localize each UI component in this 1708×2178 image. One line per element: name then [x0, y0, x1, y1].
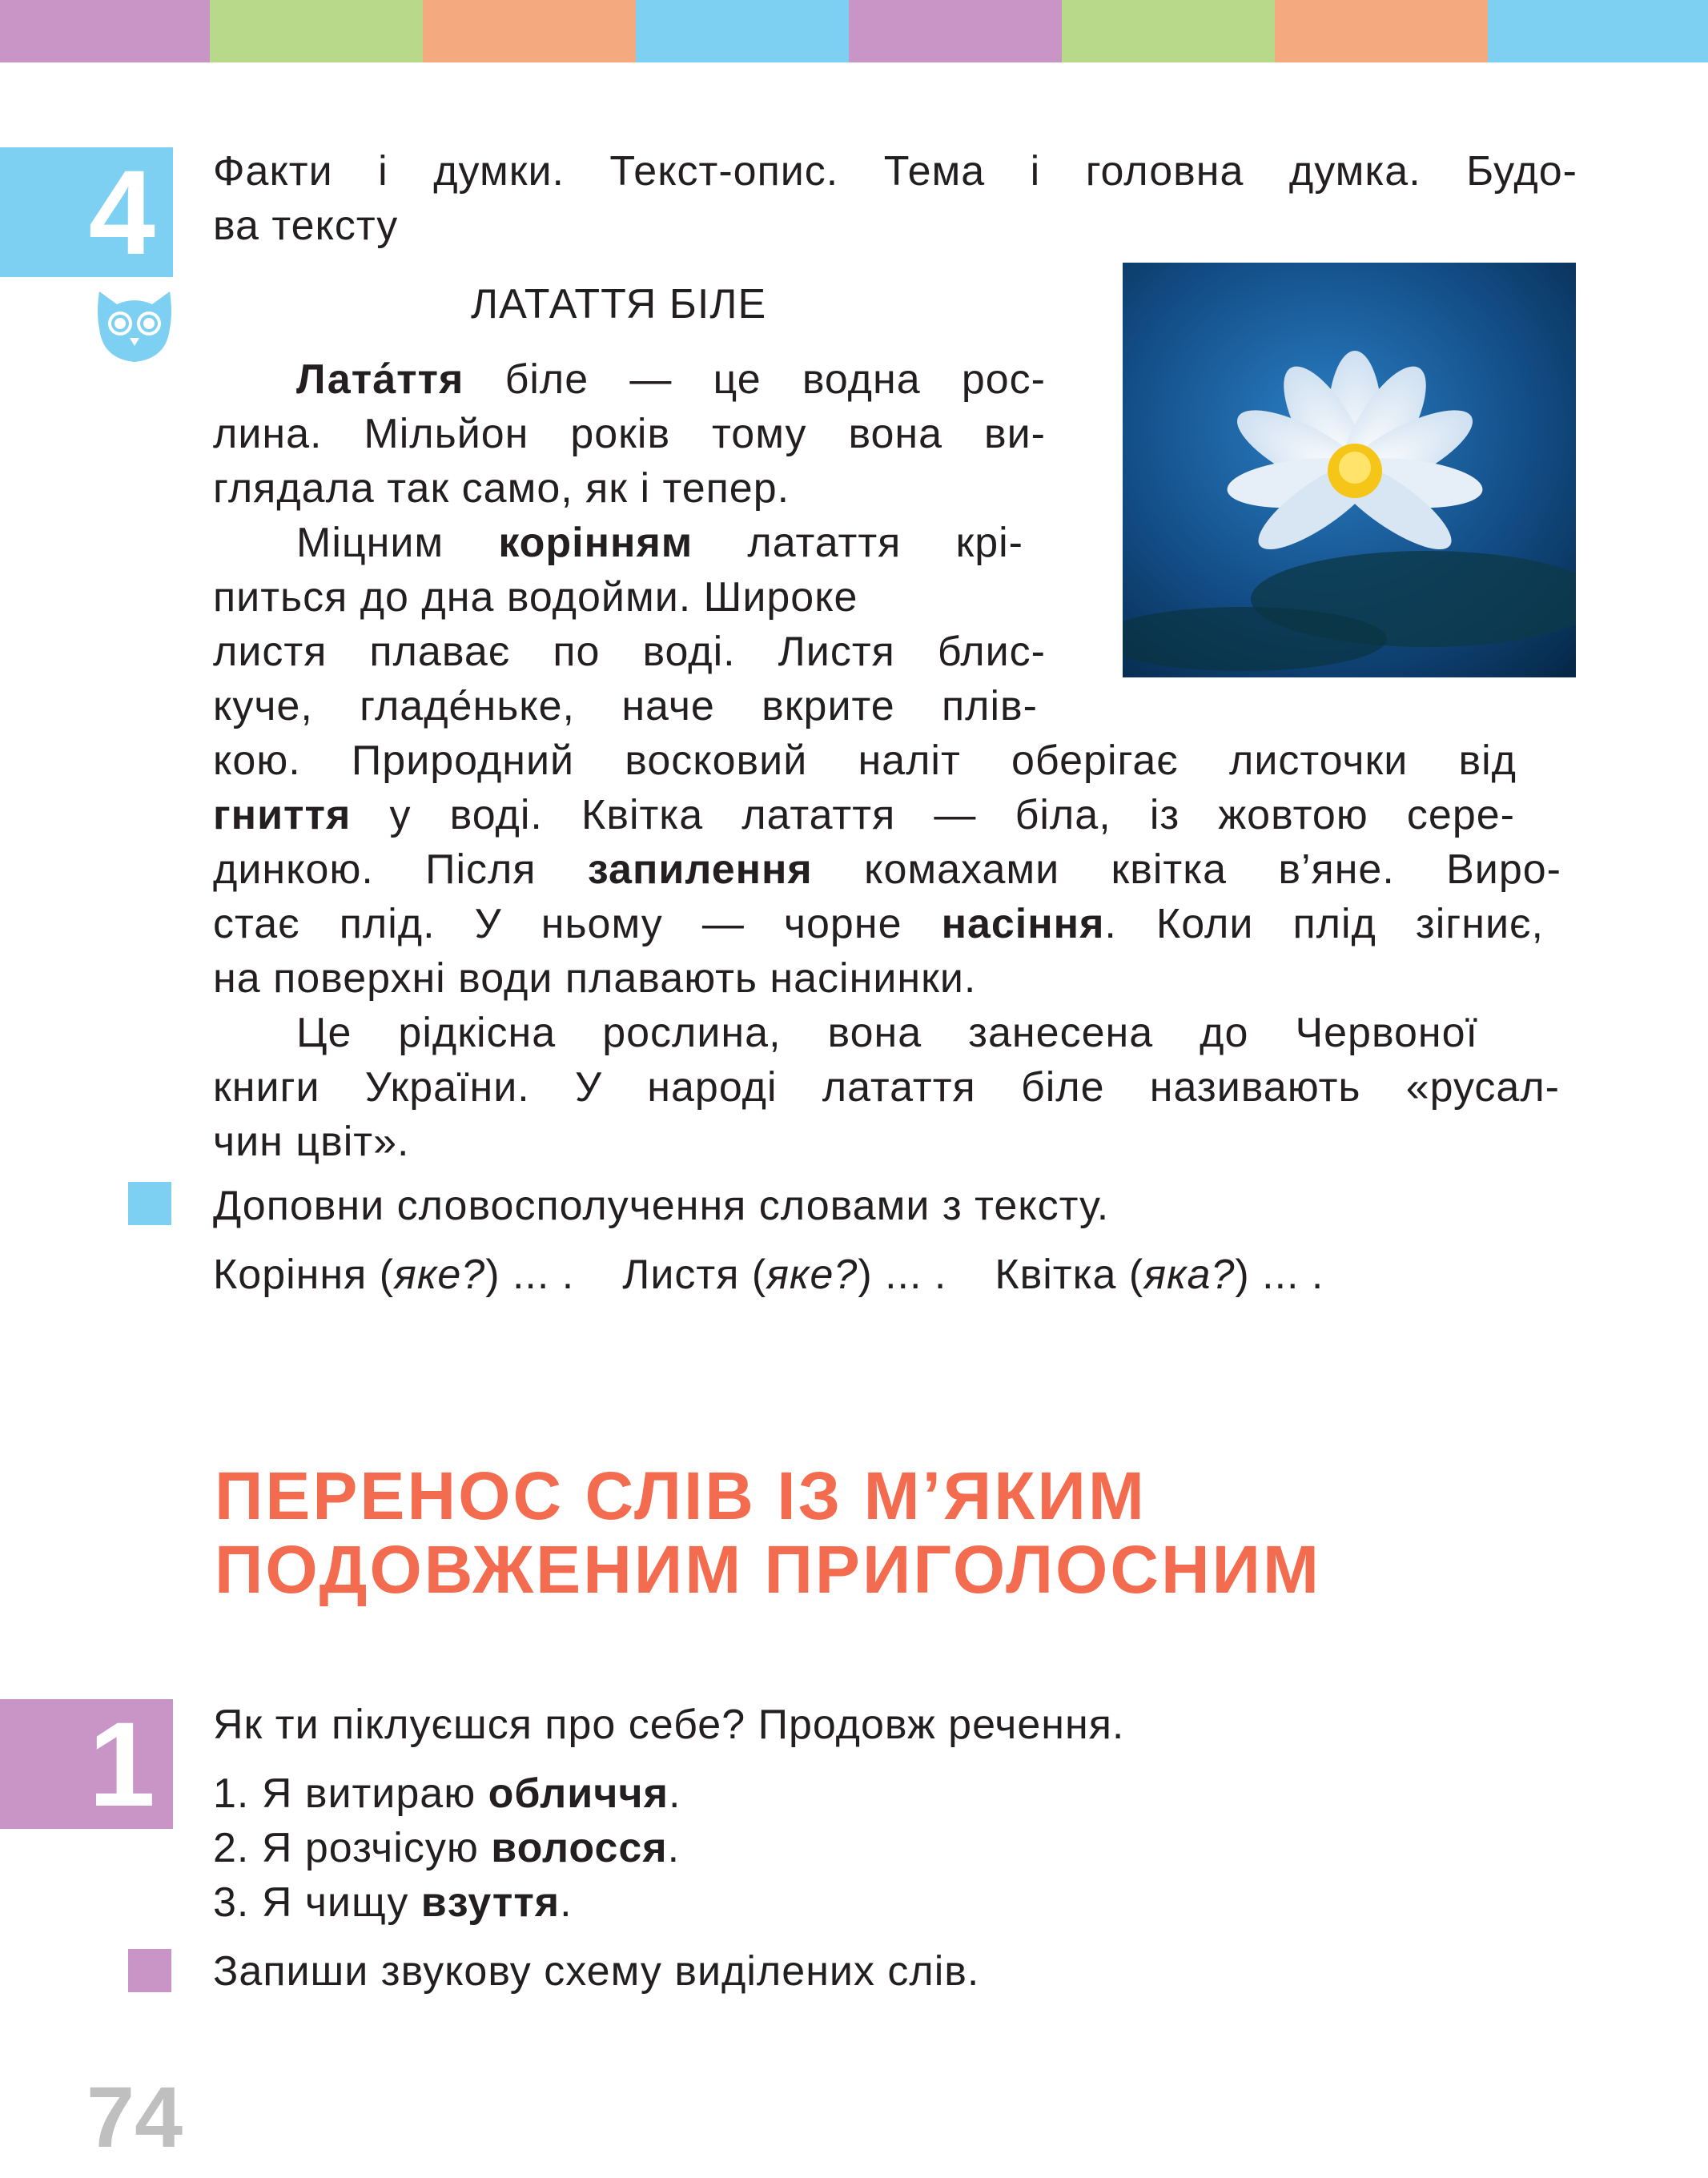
highlighted-word: обличчя [488, 1770, 669, 1817]
fill-item: Листя (яке?) ... . [622, 1252, 947, 1298]
text-line: гниття у воді. Квітка латаття — біла, із жовтою сере- [213, 792, 1515, 838]
list-item: 2. Я розчісую волосся. [213, 1825, 681, 1871]
owl-icon [93, 288, 176, 365]
text-line: стає плід. У ньому — чорне насіння. Коли плід зігниє, [213, 901, 1545, 947]
page-number: 74 [86, 2068, 183, 2165]
task-marker [128, 1949, 171, 1992]
text-title: ЛАТАТТЯ БІЛЕ [471, 281, 767, 328]
task-instruction: Доповни словосполучення словами з тексту. [213, 1183, 1110, 1229]
stripe-segment [210, 0, 423, 62]
stripe-segment [1488, 0, 1708, 62]
exercise-number-tab [0, 1699, 173, 1829]
stripe-segment [0, 0, 210, 62]
fill-in-line [213, 1248, 1574, 1302]
section-title: ПЕРЕНОС СЛІВ ІЗ М’ЯКИМ ПОДОВЖЕНИМ ПРИГОЛОСНИМ [215, 1458, 1322, 1607]
exercise-instruction: Як ти піклуєшся про себе? Продовж речення. [213, 1702, 1125, 1748]
exercise-number: 4 [88, 145, 155, 279]
highlighted-word: волосся [491, 1825, 668, 1871]
exercise-number: 1 [88, 1697, 155, 1831]
exercise-instruction-cont: ва тексту [213, 203, 399, 249]
text-line: питься до дна водойми. Широке [213, 574, 858, 621]
stripe-segment [1275, 0, 1488, 62]
text-line: на поверхні води плавають насінинки. [213, 955, 977, 1002]
text-line: динкою. Після запилення комахами квітка в’яне. Виро- [213, 846, 1561, 893]
fill-item: Коріння (яке?) ... . [213, 1252, 575, 1298]
task-instruction: Запиши звукову схему виділених слів. [213, 1948, 980, 1995]
list-item: 3. Я чищу взуття. [213, 1879, 573, 1926]
text-line: Міцним корінням латаття крі- [296, 520, 1023, 566]
stripe-segment [849, 0, 1062, 62]
highlighted-word: запилення [587, 846, 813, 893]
highlighted-word: корінням [498, 520, 693, 566]
text-line: лина. Мільйон років тому вона ви- [213, 411, 1046, 457]
fill-item: Квітка (яка?) ... . [995, 1252, 1324, 1298]
stripe-segment [1062, 0, 1275, 62]
text-line: чин цвіт». [213, 1119, 410, 1165]
stripe-segment [636, 0, 849, 62]
highlighted-word: насіння [941, 901, 1105, 947]
list-item: 1. Я витираю обличчя. [213, 1770, 681, 1817]
task-marker [128, 1182, 171, 1225]
text-line: листя плаває по воді. Листя блис- [213, 629, 1046, 675]
exercise-number-tab [0, 147, 173, 277]
water-lily-photo [1123, 263, 1576, 677]
stripe-segment [423, 0, 636, 62]
text-line: кою. Природний восковий наліт оберігає листочки від [213, 737, 1517, 784]
exercise-instruction: Факти і думки. Текст-опис. Тема і головна думка. Будо- [213, 148, 1577, 195]
highlighted-word: Лата́ття [296, 356, 464, 403]
highlighted-word: взуття [420, 1879, 561, 1926]
text-line: книги України. У народі латаття біле називають «русал- [213, 1064, 1560, 1111]
text-line: Лата́ття біле — це водна рос- [296, 356, 1046, 403]
highlighted-word: гниття [213, 792, 352, 838]
text-line: глядала так само, як і тепер. [213, 465, 790, 512]
text-line: куче, гладе́ньке, наче вкрите плів- [213, 683, 1038, 729]
text-line: Це рідкісна рослина, вона занесена до Червоної [296, 1010, 1478, 1056]
